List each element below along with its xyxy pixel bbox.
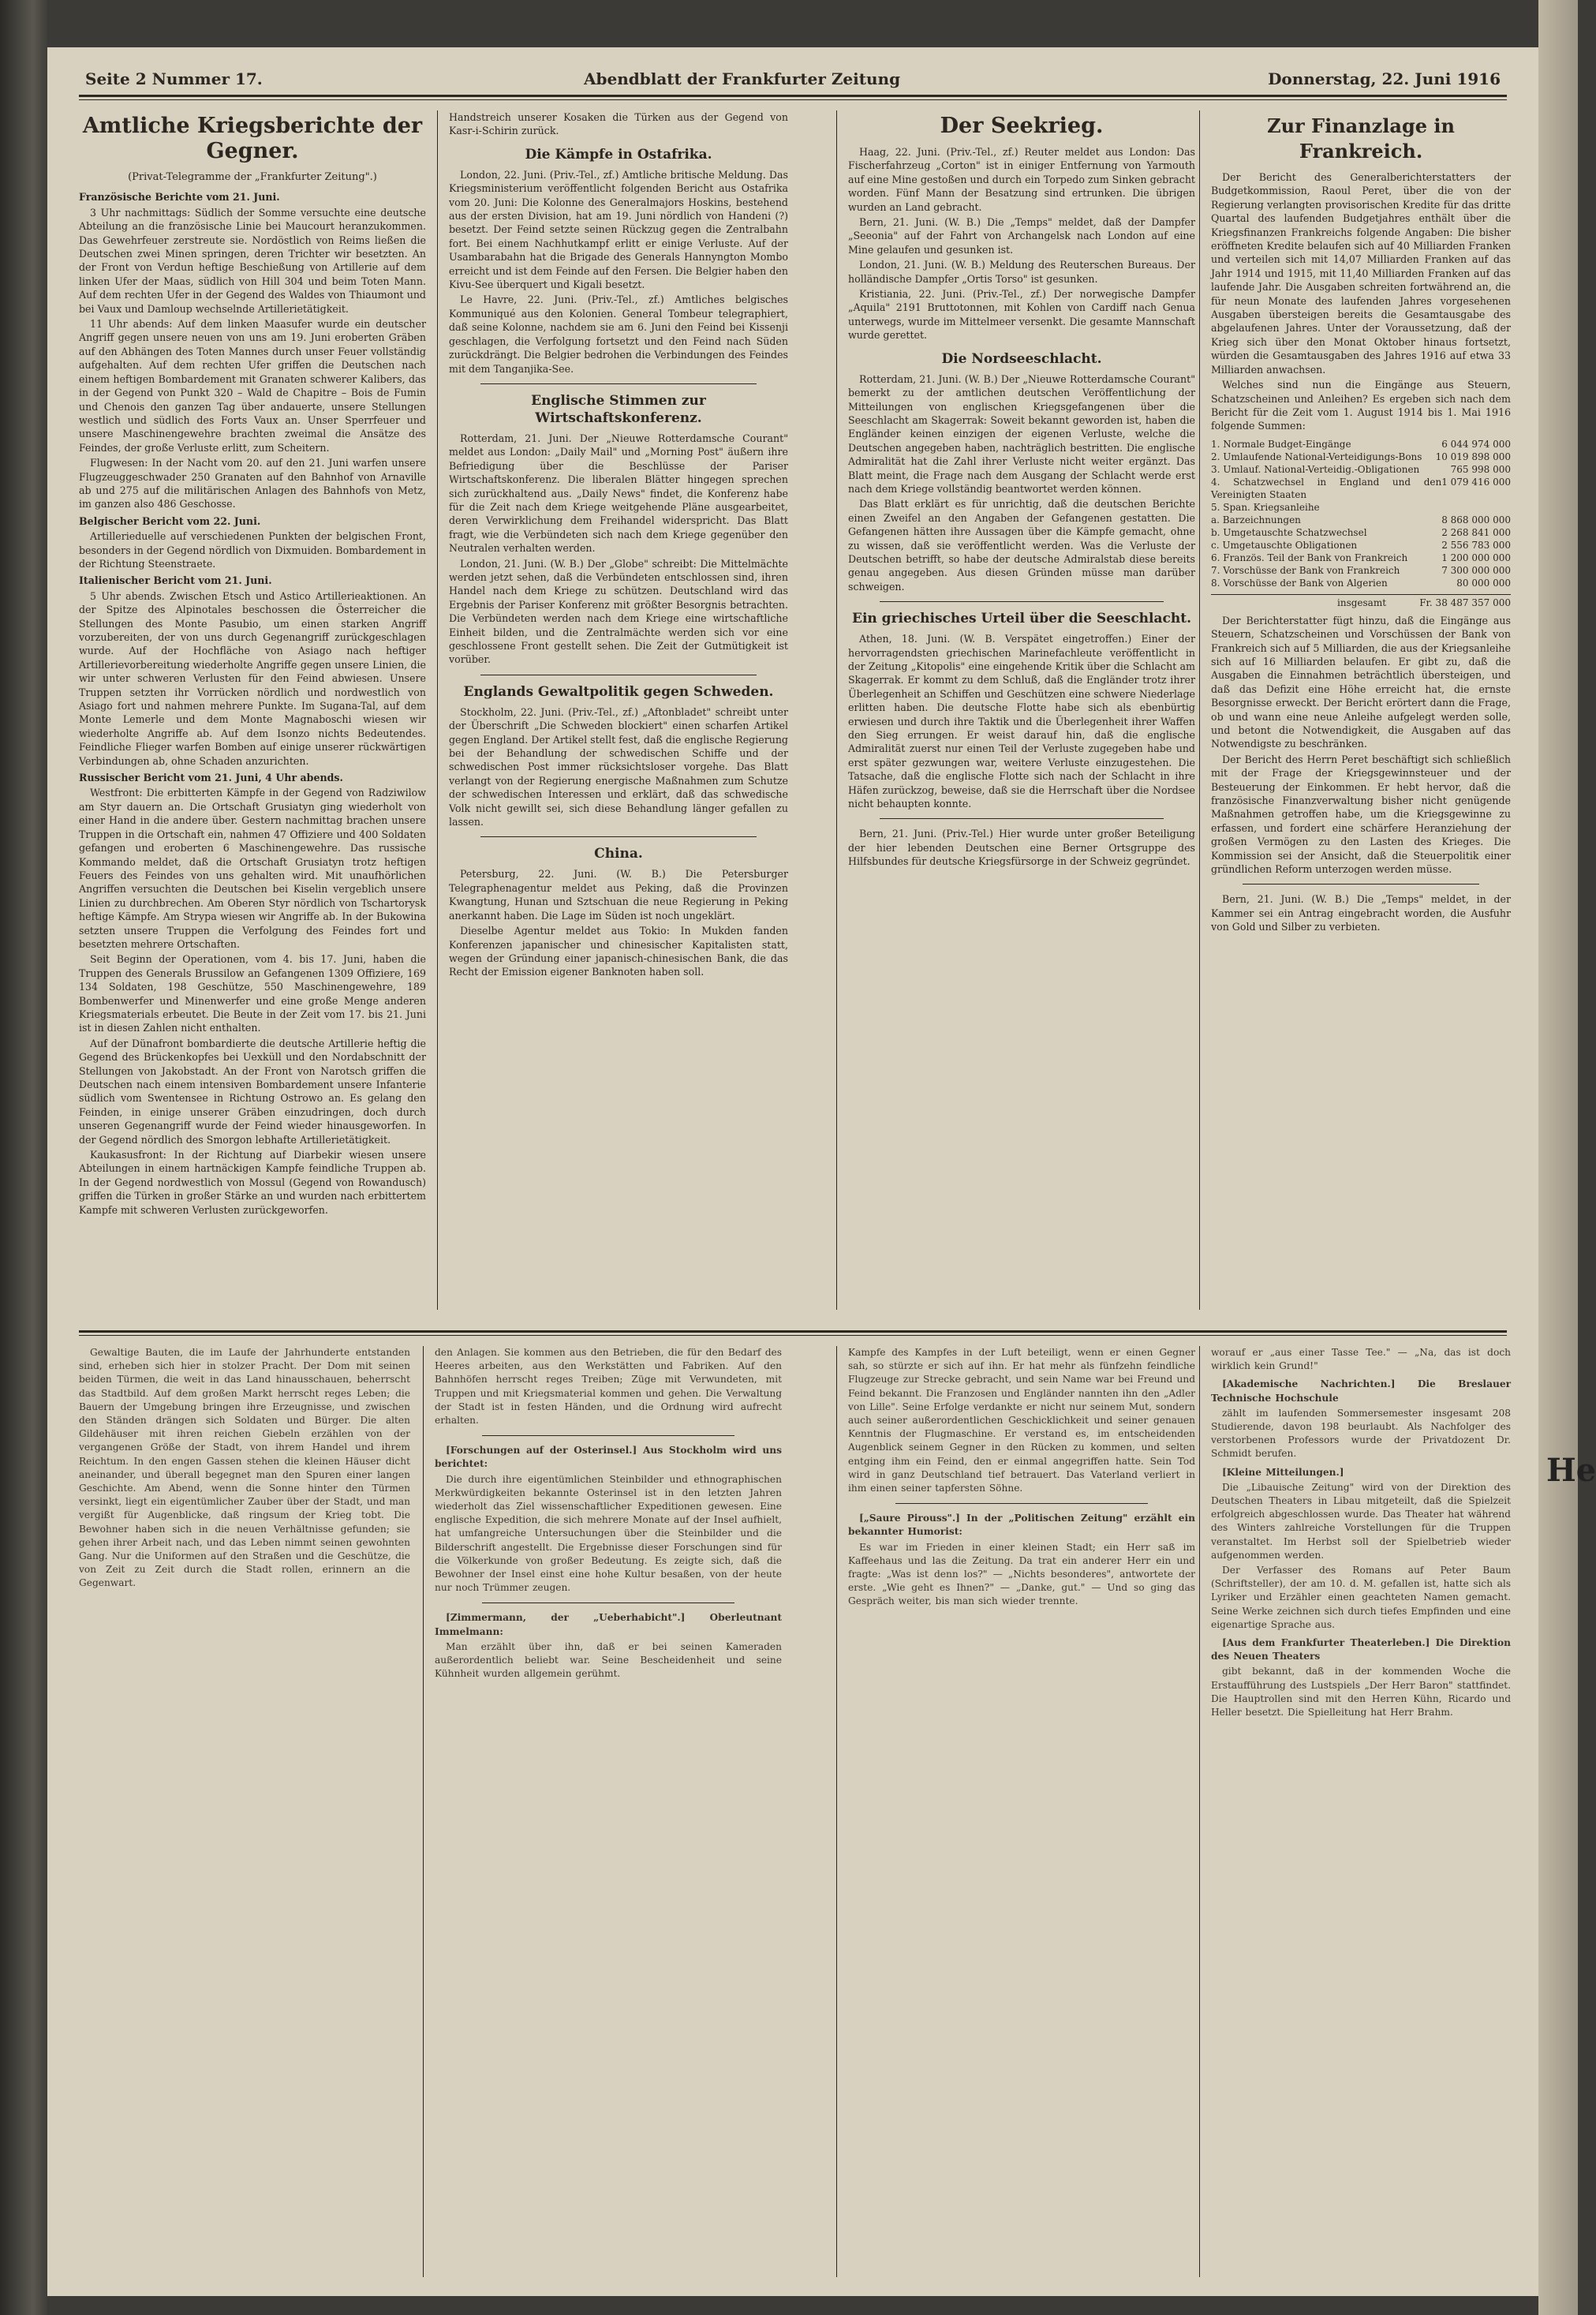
section-french: Französische Berichte vom 21. Juni. bbox=[79, 191, 280, 204]
article-paragraph: London, 21. Juni. (W. B.) Meldung des Reuterschen Bureaus. Der holländische Dampfer „Ortis Torso" ist gesunken. bbox=[848, 259, 1195, 285]
headline-finance: Zur Finanzlage in Frankreich. bbox=[1267, 114, 1455, 163]
article-paragraph: Bern, 21. Juni. (W. B.) Die „Temps" meldet, daß der Dampfer „Seeonia" auf der Fahrt von Archangelsk nach London auf eine Mine gelaufen und gesunken ist. bbox=[848, 216, 1195, 256]
total-value: Fr. 38 487 357 000 bbox=[1419, 597, 1511, 608]
finance-row-value: 1 200 000 000 bbox=[1441, 552, 1511, 563]
section-rule bbox=[480, 383, 757, 384]
finance-table-row bbox=[1211, 438, 1511, 451]
finance-row-label: 3. Umlauf. National-Verteidig.-Obligationen bbox=[1211, 463, 1420, 475]
finance-row-label: 7. Vorschüsse der Bank von Frankreich bbox=[1211, 564, 1400, 576]
feuilleton-column-3 bbox=[836, 1346, 1195, 2277]
finance-row-value: 10 019 898 000 bbox=[1435, 451, 1511, 462]
feuilleton-paragraph: worauf er „aus einer Tasse Tee." — „Na, das ist doch wirklich kein Grund!" bbox=[1211, 1347, 1511, 1372]
feuilleton-heading: [Kleine Mitteilungen.] bbox=[1222, 1466, 1344, 1478]
feuilleton-heading: [Zimmermann, der „Ueberhabicht".] Oberleutnant Immelmann: bbox=[435, 1612, 782, 1637]
article-paragraph: Kristiania, 22. Juni. (Priv.-Tel., zf.) Der norwegische Dampfer „Aquila" 2191 Bruttotonnen, mit Kohlen von Cardiff nach Genua unterwegs, wurde im Mittelmeer versenkt. Die gesamte Mannschaft wurde gerettet. bbox=[848, 288, 1195, 342]
article-paragraph: Das Blatt erklärt es für unrichtig, daß die deutschen Berichte einen Zweifel an den Angaben der Gefangenen gestatten. Die Gefangenen hätten ihre Aussagen über die Kämpfe gemacht, ohne zu wissen, daß sie veröffentlicht werden. Was die Verluste der Deutschen betrifft, so habe der deutsche Admiralstab diese bereits genau angegeben. Aus diesen Gründen müsse man darüber schweigen. bbox=[848, 498, 1195, 593]
feuilleton-column-4 bbox=[1199, 1346, 1511, 2277]
article-paragraph: London, 21. Juni. (W. B.) Der „Globe" schreibt: Die Mittelmächte werden jetzt sehen, daß die Verbündeten entschlossen sind, ihren Handel nach dem Kriege zu schützen. Deutschland wird das Ergebnis der Pariser Konferenz mit größter Besorgnis betrachten. Die Verbündeten werden nach dem Kriege eine wirtschaftliche Einheit bilden, und die Zentralmächte werden sich vor eine geschlossene Front gestellt sehen. Die Zeit der Gutmütigkeit ist vorüber. bbox=[449, 557, 788, 666]
feuilleton-paragraph: den Anlagen. Sie kommen aus den Betrieben, die für den Bedarf des Heeres arbeiten, aus den Werkstätten und Fabriken. Auf den Bahnhöfen herrscht reges Treiben; Züge mit Verwundeten, mit Truppen und mit Kriegsmaterial kommen und gehen. Die Verwaltung der Stadt ist in festen Händen, und die Ordnung wird aufrecht erhalten. bbox=[435, 1347, 782, 1427]
finance-row-label: 5. Span. Kriegsanleihe bbox=[1211, 501, 1320, 513]
article-paragraph: 3 Uhr nachmittags: Südlich der Somme versuchte eine deutsche Abteilung an die französische Linie bei Maucourt heranzukommen. Das Gewehrfeuer zerstreute sie. Nordöstlich von Reims ließen die Deutschen zwei Minen springen, deren Trichter wir besetzten. An der Front von Verdun heftige Beschießung von Artillerie auf dem linken Ufer der Maas, südlich von Hill 304 und beim Toten Mann. Auf dem rechten Ufer in der Gegend des Waldes von Thiaumont und bei Vaux und Damloup wechselnde Artillerietätigkeit. bbox=[79, 206, 426, 315]
headline-war-reports: Amtliche Kriegsberichte der Gegner. bbox=[82, 114, 423, 163]
column-east-africa bbox=[437, 110, 788, 1310]
issue-date: Donnerstag, 22. Juni 1916 bbox=[1268, 69, 1501, 88]
feuilleton-paragraph: Der Verfasser des Romans auf Peter Baum (Schriftsteller), der am 10. d. M. gefallen ist, hatte sich als Lyriker und Erzähler einen geachteten Namen gemacht. Seine Werke zeichnen sich durch tiefes Empfinden und eine eigenartige Sprache aus. bbox=[1211, 1565, 1511, 1630]
finance-row-value: 7 300 000 000 bbox=[1441, 564, 1511, 576]
feuilleton-paragraph: Man erzählt über ihn, daß er bei seinen Kameraden außerordentlich beliebt war. Seine Bescheidenheit und seine Kühnheit wurden allgemein gerühmt. bbox=[435, 1640, 782, 1680]
section-rule bbox=[880, 818, 1164, 819]
section-russian: Russischer Bericht vom 21. Juni, 4 Uhr abends. bbox=[79, 772, 343, 784]
feuilleton-column-1 bbox=[79, 1346, 410, 2277]
finance-table-row bbox=[1211, 476, 1511, 501]
finance-row-value: 2 556 783 000 bbox=[1441, 539, 1511, 551]
article-paragraph: Haag, 22. Juni. (Priv.-Tel., zf.) Reuter meldet aus London: Das Fischerfahrzeug „Corton" ist in einiger Entfernung von Yarmouth auf eine Mine gestoßen und durch ein Torpedo zum Sinken gebracht worden. Fünf Mann der Besatzung sind ertrunken. Die übrigen wurden an Land gebracht. bbox=[848, 146, 1195, 213]
article-paragraph: Der Bericht des Herrn Peret beschäftigt sich schließlich mit der Frage der Kriegsgewinnsteuer und der Besteuerung der Einkommen. Er hebt hervor, daß die französische Finanzverwaltung bisher nicht genügende Maßnahmen getroffen habe, um die Kriegsgewinne zu erfassen, und fordert eine schärfere Heranziehung der großen Vermögen zu den Lasten des Krieges. Die Kommission sei der Ansicht, daß die Steuerpolitik einer gründlichen Reform unterzogen werden müsse. bbox=[1211, 753, 1511, 876]
feuilleton-paragraph: Kampfe des Kampfes in der Luft beteiligt, wenn er einen Gegner sah, so stürzte er sich auf ihn. Er hat mehr als fünfzehn feindliche Flugzeuge zur Strecke gebracht, und sein Name war bei Freund und Feind bekannt. Die Franzosen und Engländer nannten ihn den „Adler von Lille". Seine Erfolge verdankte er nicht nur seinem Mut, sondern auch seiner außerordentlichen Geschicklichkeit und seiner genauen Kenntnis der Flugmaschine. Er verstand es, im entscheidenden Augenblick seinem Gegner in den Rücken zu kommen, und selten entging ihm ein Feind, den er einmal angegriffen hatte. Sein Tod wird in ganz Deutschland tief betrauert. Das Vaterland verliert in ihm einen seiner tapfersten Söhne. bbox=[848, 1347, 1195, 1494]
masthead bbox=[79, 63, 1507, 97]
article-paragraph: Dieselbe Agentur meldet aus Tokio: In Mukden fanden Konferenzen japanischer und chinesischer Kapitalisten statt, wegen der Gründung einer japanisch-chinesischen Bank, die das Recht der Emission eigener Banknoten haben soll. bbox=[449, 925, 788, 978]
feuilleton-paragraph: Es war im Frieden in einer kleinen Stadt; ein Herr saß im Kaffeehaus und las die Zeitung. Da trat ein anderer Herr ein und fragte: „Was ist denn los?" — „Nichts besonderes", antwortete der erste. „Wie geht es Ihnen?" — „Danke, gut." — Und so ging das Gespräch weiter, bis man sich wieder trennte. bbox=[848, 1541, 1195, 1607]
article-paragraph: London, 22. Juni. (Priv.-Tel., zf.) Amtliche britische Meldung. Das Kriegsministerium veröffentlicht folgenden Bericht aus Ostafrika vom 20. Juni: Die Kolonne des Generalmajors Hoskins, bestehend aus der ersten Division, hat am 19. Juni nördlich von Handeni (?) besetzt. Der Feind setzte seinen Rückzug gegen die Zentralbahn fort. Bei einem Nachhutkampf erlitt er einige Verluste. Auf der Usambarabahn hat die Brigade des Generals Hannyngton Mombo erreicht und ist dem Feinde auf den Fersen. Die Belgier haben den Kivu-See überquert und Kigali besetzt. bbox=[449, 168, 788, 291]
headline-economic-conference: Englische Stimmen zur Wirtschaftskonferenz. bbox=[531, 392, 706, 426]
article-paragraph: Auf der Dünafront bombardierte die deutsche Artillerie heftig die Gegend des Brückenkopfes bei Uexküll und den Nordabschnitt der Stellungen von Jakobstadt. An der Front von Narotsch griffen die Deutschen nach einem intensiven Bombardement unsere Infanterie südlich vom Swentensee in Richtung Ostrowo an. Es gelang den Feinden, in einige unserer Gräben einzudringen, doch durch unseren Gegenangriff wurde der Feind wieder hinausgeworfen. In der Gegend nördlich des Smorgon lebhafte Artillerietätigkeit. bbox=[79, 1037, 426, 1146]
article-paragraph: Kaukasusfront: In der Richtung auf Diarbekir wiesen unsere Abteilungen in einem hartnäckigen Kampfe feindliche Truppen ab. In der Gegend nordwestlich von Mossul (Gegend von Rowandusch) griffen die Türken in großer Stärke an und wurden nach erbittertem Kampfe mit schweren Verlusten zurückgeworfen. bbox=[79, 1149, 426, 1216]
finance-row-label: c. Umgetauschte Obligationen bbox=[1211, 539, 1358, 551]
book-spine bbox=[0, 0, 47, 2315]
column-war-reports bbox=[79, 110, 426, 1310]
adjacent-page-fragment: He bbox=[1546, 1452, 1596, 1489]
finance-table bbox=[1211, 438, 1511, 589]
feuilleton-rule-thin bbox=[79, 1335, 1507, 1336]
section-belgian: Belgischer Bericht vom 22. Juni. bbox=[79, 514, 261, 527]
article-paragraph: Artillerieduelle auf verschiedenen Punkten der belgischen Front, besonders in der Gegend nördlich von Dixmuiden. Bombardement in der Richtung Steenstraete. bbox=[79, 530, 426, 570]
article-paragraph: Stockholm, 22. Juni. (Priv.-Tel., zf.) „Aftonbladet" schreibt unter der Überschrift „Die Schweden blockiert" einen scharfen Artikel gegen England. Der Artikel stellt fest, daß die englische Regierung bei der Behandlung der schwedischen Schiffe und der schwedischen Post immer rücksichtsloser vorgehe. Das Blatt verlangt von der Regierung energische Maßnahmen zum Schutze der schwedischen Interessen und erklärt, daß das schwedische Volk nicht gewillt sei, sich diese Behandlung länger gefallen zu lassen. bbox=[449, 705, 788, 828]
article-paragraph: Westfront: Die erbitterten Kämpfe in der Gegend von Radziwilow am Styr dauern an. Die Ortschaft Grusiatyn ging wiederholt von einer Hand in die andere über. Gestern nachmittag brachen unsere Truppen in die Ortschaft ein, nahmen 47 Offiziere und 400 Soldaten gefangen und eroberten 6 Maschinengewehre. Das russische Kommando meldet, daß die Ortschaft Grusiatyn trotz heftigen Feuers des Feindes von uns gehalten wird. Mit unaufhörlichen Angriffen versuchten die Deutschen bei Kiselin vergeblich unsere Linien zu durchbrechen. Am Oberen Styr nördlich von Tschartorysk heftige Kämpfe. Am Strypa wiesen wir Angriffe ab. In der Bukowina setzten unsere Truppen die Verfolgung des Feindes fort und besetzten mehrere Ortschaften. bbox=[79, 787, 426, 950]
headline-china: China. bbox=[594, 846, 643, 862]
section-italian: Italienischer Bericht vom 21. Juni. bbox=[79, 574, 272, 587]
finance-row-value: 6 044 974 000 bbox=[1441, 438, 1511, 450]
finance-row-label: 6. Französ. Teil der Bank von Frankreich bbox=[1211, 552, 1408, 563]
masthead-rule bbox=[79, 99, 1507, 100]
section-rule bbox=[880, 601, 1164, 602]
finance-row-label: b. Umgetauschte Schatzwechsel bbox=[1211, 526, 1367, 538]
newspaper-title: Abendblatt der Frankfurter Zeitung bbox=[584, 69, 901, 88]
article-paragraph: Bern, 21. Juni. (W. B.) Die „Temps" meldet, in der Kammer sei ein Antrag eingebracht worden, die Ausfuhr von Gold und Silber zu verbieten. bbox=[1211, 893, 1511, 933]
adjacent-page-edge bbox=[1538, 0, 1596, 2315]
feuilleton-paragraph: Die „Libauische Zeitung" wird von der Direktion des Deutschen Theaters in Libau mitgeteilt, daß die Spielzeit erfolgreich abgeschlossen wurde. Das Theater hat während des Winters zahlreiche Vorstellungen für die Truppen veranstaltet. Im Herbst soll der Spielbetrieb wieder aufgenommen werden. bbox=[1211, 1481, 1511, 1561]
section-rule bbox=[895, 1503, 1148, 1504]
finance-table-row bbox=[1211, 564, 1511, 577]
page-number: Seite 2 Nummer 17. bbox=[85, 69, 263, 88]
section-rule bbox=[480, 836, 757, 837]
article-paragraph: Der Berichterstatter fügt hinzu, daß die Eingänge aus Steuern, Schatzscheinen und Vorschüssen der Bank von Frankreich sich auf 5 Milliarden, die aus der Kriegsanleihe sich auf 16 Milliarden belaufen. Er gibt zu, daß die Ausgaben die Einnahmen beträchtlich übersteigen, und daß das Defizit eine Höhe erreicht hat, die ernste Besorgnisse erweckt. Der Bericht erörtert dann die Frage, ob und wann eine neue Anleihe aufgelegt werden solle, und betont die Notwendigkeit, die Ausgaben auf das Notwendigste zu beschränken. bbox=[1211, 614, 1511, 750]
finance-row-label: 8. Vorschüsse der Bank von Algerien bbox=[1211, 577, 1388, 589]
article-paragraph: 11 Uhr abends: Auf dem linken Maasufer wurde ein deutscher Angriff gegen unsere neuen von uns am 19. Juni eroberten Gräben auf den Abhängen des Toten Mannes durch unser Feuer vollständig aufgehalten. Auf dem rechten Ufer griffen die Deutschen nach einem heftigen Bombardement mit Granaten schwerer Kalibers, das in der Gegend von Punkt 320 – Wald de Chapitre – Bois de Fumin und Chenois den ganzen Tag über andauerte, unsere Stellungen westlich und südlich des Forts Vaux an. Unser Sperrfeuer und unsere Maschinengewehre brachten zweimal die Ansätze des Feindes, der große Verluste erlitt, zum Scheitern. bbox=[79, 318, 426, 454]
article-paragraph: Welches sind nun die Eingänge aus Steuern, Schatzscheinen und Anleihen? Es ergeben sich nach dem Bericht für die Zeit vom 1. August 1914 bis 1. Mai 1916 folgende Summen: bbox=[1211, 379, 1511, 432]
column-naval-war bbox=[836, 110, 1195, 1310]
feuilleton-column-2 bbox=[423, 1346, 782, 2277]
newspaper-page bbox=[47, 47, 1538, 2296]
article-paragraph: Rotterdam, 21. Juni. (W. B.) Der „Nieuwe Rotterdamsche Courant" bemerkt zu der amtlichen deutschen Veröffentlichung der Mitteilungen von englischen Kriegsgefangenen über die Seeschlacht am Skagerrak: Soweit bekannt geworden ist, haben die Engländer keinen einzigen der eigenen Verluste, welche die Deutschen angegeben haben, nachträglich bestritten. Die englische Admiralität hat die Zahl ihrer Verluste nicht weiter ergänzt. Das Blatt meint, die Frage nach dem Ausgang der Schlacht werde erst nach dem Kriege vollständig beantwortet werden können. bbox=[848, 372, 1195, 495]
article-paragraph: Le Havre, 22. Juni. (Priv.-Tel., zf.) Amtliches belgisches Kommuniqué aus den Kolonien. General Tombeur telegraphiert, daß seine Kolonne, nachdem sie am 6. Juni den Feind bei Kissenji geschlagen, die Verfolgung fortsetzt und den Feind nach Süden zurückdrängt. Die Belgier bedrohen die Verbindungen des Feindes mit dem Tanganjika-See. bbox=[449, 294, 788, 375]
feuilleton-paragraph: gibt bekannt, daß in der kommenden Woche die Erstaufführung des Lustspiels „Der Herr Baron" stattfindet. Die Hauptrollen sind mit den Herren Kühn, Ricardo und Heller besetzt. Die Spielleitung hat Herr Brahm. bbox=[1211, 1666, 1511, 1718]
column-finance-france bbox=[1199, 110, 1511, 1310]
finance-table-row bbox=[1211, 552, 1511, 564]
article-paragraph: Petersburg, 22. Juni. (W. B.) Die Petersburger Telegraphenagentur meldet aus Peking, daß die Provinzen Kwangtung, Hunan und Sztschuan die neue Regierung in Peking anerkannt haben. Die Lage im Süden ist noch ungeklärt. bbox=[449, 868, 788, 922]
headline-north-sea: Die Nordseeschlacht. bbox=[941, 350, 1102, 367]
finance-table-row bbox=[1211, 539, 1511, 552]
article-paragraph: Athen, 18. Juni. (W. B. Verspätet eingetroffen.) Einer der hervorragendsten griechischen Marinefachleute veröffentlicht in der Zeitung „Kitopolis" eine eingehende Kritik über die Schlacht am Skagerrak. Er kommt zu dem Schluß, daß die Engländer trotz ihrer Überlegenheit an Schiffen und Geschützen eine schwere Niederlage erlitten haben. Die deutsche Flotte habe sich als ebenbürtig erwiesen und durch ihre Taktik und die Überlegenheit ihrer Waffen den Sieg errungen. Er weist darauf hin, daß die englische Admiralität zuerst nur einen Teil der Verluste zugegeben habe und erst später gezwungen war, weitere Verluste einzugestehen. Die Tatsache, daß die englische Flotte sich nach der Schlacht in ihre Häfen zurückzog, beweise, daß sie die Herrschaft über die Nordsee nicht behaupten konnte. bbox=[848, 633, 1195, 810]
article-paragraph: Bern, 21. Juni. (Priv.-Tel.) Hier wurde unter großer Beteiligung der hier lebenden Deutschen eine Berner Ortsgruppe des Hilfsbundes für deutsche Kriegsfürsorge in der Schweiz gegründet. bbox=[848, 828, 1195, 868]
finance-table-row bbox=[1211, 526, 1511, 539]
finance-total-row bbox=[1211, 594, 1511, 609]
finance-row-value: 80 000 000 bbox=[1456, 577, 1511, 589]
feuilleton-heading: [Forschungen auf der Osterinsel.] Aus Stockholm wird uns berichtet: bbox=[435, 1445, 782, 1470]
finance-table-row bbox=[1211, 577, 1511, 589]
headline-naval-war: Der Seekrieg. bbox=[940, 114, 1104, 138]
finance-row-label: 2. Umlaufende National-Verteidigungs-Bons bbox=[1211, 451, 1422, 462]
feuilleton-paragraph: zählt im laufenden Sommersemester insgesamt 208 Studierende, davon 198 beurlaubt. Als Nachfolger des verstorbenen Professors wurde der Privatdozent Dr. Schmidt berufen. bbox=[1211, 1407, 1511, 1460]
feuilleton-heading: [Akademische Nachrichten.] Die Breslauer Technische Hochschule bbox=[1211, 1378, 1511, 1404]
total-label: insgesamt bbox=[1337, 597, 1387, 608]
finance-table-row bbox=[1211, 514, 1511, 526]
feuilleton-heading: [„Saure Pirouss".] In der „Politischen Zeitung" erzählt ein bekannter Humorist: bbox=[848, 1513, 1195, 1538]
feuilleton-rule bbox=[79, 1330, 1507, 1333]
feuilleton-paragraph: Die durch ihre eigentümlichen Steinbilder und ethnographischen Merkwürdigkeiten bekannte Osterinsel ist in den letzten Jahren wiederholt das Ziel wissenschaftlicher Expeditionen gewesen. Eine englische Expedition, die sich mehrere Monate auf der Insel aufhielt, hat umfangreiche Untersuchungen über die Steinbilder und die Bilderschrift angestellt. Die Ergebnisse dieser Forschungen sind für die Völkerkunde von großer Bedeutung. Es zeigte sich, daß die Bewohner der Insel einst eine hohe Kultur besaßen, von der heute nur noch Trümmer zeugen. bbox=[435, 1473, 782, 1594]
article-paragraph: Seit Beginn der Operationen, vom 4. bis 17. Juni, haben die Truppen des Generals Brussilow an Gefangenen 1309 Offiziere, 169 134 Soldaten, 198 Geschütze, 550 Maschinengewehre, 189 Bombenwerfer und Minenwerfer und eine große Menge anderen Kriegsmaterials erbeutet. Die Beute in der Zeit vom 17. bis 21. Juni ist in diesen Zahlen nicht enthalten. bbox=[79, 953, 426, 1034]
finance-row-value: 2 268 841 000 bbox=[1441, 526, 1511, 538]
finance-row-label: a. Barzeichnungen bbox=[1211, 514, 1301, 525]
finance-row-value: 1 079 416 000 bbox=[1441, 476, 1511, 488]
article-paragraph: Handstreich unserer Kosaken die Türken aus der Gegend von Kasr-i-Schirin zurück. bbox=[449, 111, 788, 137]
article-paragraph: Der Bericht des Generalberichterstatters der Budgetkommission, Raoul Peret, über die von der Regierung verlangten provisorischen Kredite für das dritte Quartal des laufenden Budgetjahres enthält über die Kriegsfinanzen Frankreichs folgende Angaben: Die bisher eröffneten Kredite belaufen sich auf 40 Milliarden Franken und verteilen sich mit 14,07 Milliarden Franken auf das Jahr 1914 und 1915, mit 11,40 Milliarden Franken auf das laufende Jahr. Die Ausgaben schreiten fortwährend an, die für neun Monate des laufenden Jahres vorgesehenen Ausgaben übersteigen bereits die Gesamtausgabe des abgelaufenen Jahres. Unter der Voraussetzung, daß der Krieg sich über den Monat Oktober hinaus fortsetzt, würden die Gesamtausgaben des Jahres 1916 auf etwa 33 Milliarden anwachsen. bbox=[1211, 171, 1511, 376]
article-paragraph: Flugwesen: In der Nacht vom 20. auf den 21. Juni warfen unsere Flugzeuggeschwader 250 Granaten auf den Bahnhof von Arnaville ab und 275 auf die militärischen Anlagen des Bahnhofs von Metz, im ganzen also 486 Geschosse. bbox=[79, 457, 426, 510]
feuilleton-heading: [Aus dem Frankfurter Theaterleben.] Die Direktion des Neuen Theaters bbox=[1211, 1637, 1511, 1662]
finance-table-row bbox=[1211, 501, 1511, 514]
subheadline: (Privat-Telegramme der „Frankfurter Zeitung".) bbox=[128, 171, 377, 183]
feuilleton-paragraph: Gewaltige Bauten, die im Laufe der Jahrhunderte entstanden sind, erheben sich hier in stolzer Pracht. Der Dom mit seinen beiden Türmen, die weit in das Land hinausschauen, beherrscht das Stadtbild. Auf dem großen Markt herrscht reges Leben; die Bauern der Umgebung bringen ihre Erzeugnisse, und zwischen den Ständen drängen sich Soldaten und Bürger. Die alten Gildehäuser mit ihren reichen Giebeln erzählen von der vergangenen Größe der Stadt, von ihrem Handel und ihrem Reichtum. In den engen Gassen stehen die kleinen Häuser dicht aneinander, und überall begegnet man den Spuren einer langen Geschichte. Am Abend, wenn die Sonne hinter den Türmen versinkt, liegt ein eigentümlicher Zauber über der Stadt, und man vergißt für Augenblicke, daß ringsum der Krieg tobt. Die Bewohner haben sich in die neuen Verhältnisse gefunden; sie gehen ihrer Arbeit nach, und das Leben nimmt seinen gewohnten Gang. Nur die Uniformen auf den Straßen und die Geschütze, die von Zeit zu Zeit durch die Stadt rollen, erinnern an die Gegenwart. bbox=[79, 1347, 410, 1589]
headline-greek-verdict: Ein griechisches Urteil über die Seeschlacht. bbox=[851, 611, 1191, 627]
finance-table-row bbox=[1211, 463, 1511, 476]
finance-row-label: 1. Normale Budget-Eingänge bbox=[1211, 438, 1351, 450]
article-paragraph: 5 Uhr abends. Zwischen Etsch und Astico Artillerieaktionen. An der Spitze des Alpinotales beschossen die Österreicher die Stellungen des Monte Pasubio, um einen starken Angriff vorzubereiten, der von uns durch Gegenangriff zurückgeschlagen wurde. Auf der Hochfläche von Asiago nach heftiger Artillerievorbereitung wiederholte Angriffe gegen unsere Linien, die wir unter schweren Verlusten für den Feind abwiesen. Unsere Truppen setzten ihr Vorrücken nördlich und nordwestlich von Asiago fort und nahmen mehrere Punkte. Im Sugana-Tal, auf dem Monte Lemerle und dem Monte Magnaboschi wiesen wir wiederholte Angriffe ab. Auf dem Isonzo nichts Bedeutendes. Feindliche Flieger warfen Bomben auf einige unserer rückwärtigen Verbindungen ab, ohne Schaden anzurichten. bbox=[79, 589, 426, 767]
headline-sweden: Englands Gewaltpolitik gegen Schweden. bbox=[463, 683, 774, 700]
headline-east-africa: Die Kämpfe in Ostafrika. bbox=[525, 146, 712, 163]
section-rule bbox=[482, 1435, 734, 1436]
finance-row-value: 765 998 000 bbox=[1450, 463, 1511, 475]
finance-table-row bbox=[1211, 451, 1511, 463]
finance-row-value: 8 868 000 000 bbox=[1441, 514, 1511, 525]
article-paragraph: Rotterdam, 21. Juni. Der „Nieuwe Rotterdamsche Courant" meldet aus London: „Daily Mail" und „Morning Post" äußern ihre Befriedigung über die Beschlüsse der Pariser Wirtschaftskonferenz. Die liberalen Blätter hingegen sprechen sich zurückhaltend aus. „Daily News" findet, die Konferenz habe für die Zeit nach dem Kriege weitgehende Pläne ausgearbeitet, deren Verwirklichung dem Freihandel widerspricht. Das Blatt fragt, wie die Verbündeten sich nach dem Kriege gegenüber den Neutralen verhalten werden. bbox=[449, 432, 788, 555]
finance-row-label: 4. Schatzwechsel in England und den Vereinigten Staaten bbox=[1211, 476, 1442, 500]
